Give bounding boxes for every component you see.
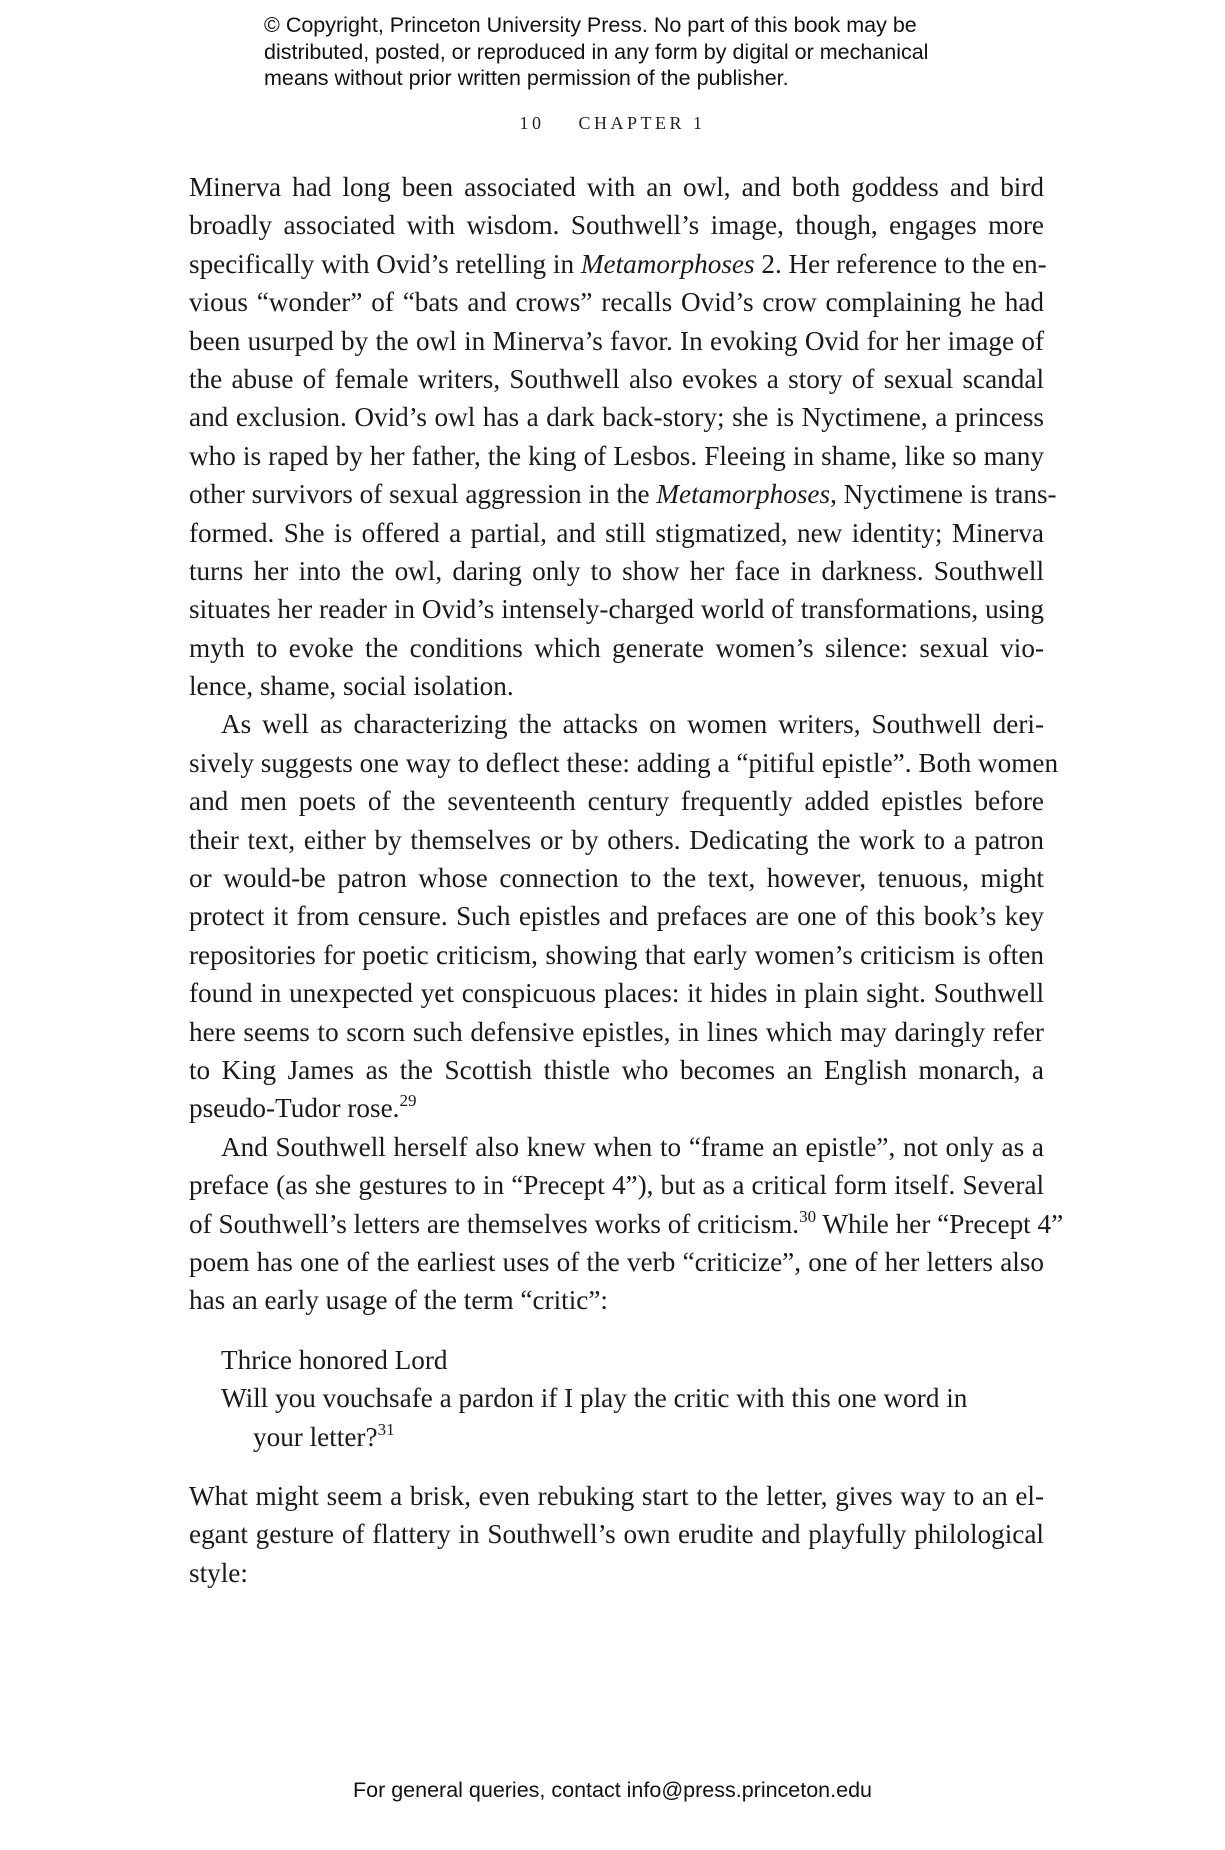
- body-text: [189, 168, 1064, 1592]
- text-line: or would-be patron whose connection to the text, however, tenuous, might: [189, 863, 1044, 894]
- text-line: and exclusion. Ovid’s owl has a dark back-story; she is Nyctimene, a princess: [189, 402, 1044, 433]
- text-line: poem has one of the earliest uses of the verb “criticize”, one of her letters also: [189, 1246, 1044, 1277]
- text-line: turns her into the owl, daring only to show her face in darkness. Southwell: [189, 555, 1044, 586]
- text-line: specifically with Ovid’s retelling in Metamorphoses 2. Her reference to the en-: [189, 248, 1047, 279]
- text-line: sively suggests one way to deflect these: adding a “pitiful epistle”. Both women: [189, 747, 1059, 778]
- copyright-line: distributed, posted, or reproduced in any form by digital or mechanical: [264, 39, 929, 64]
- copyright-line: means without prior written permission of the publisher.: [264, 66, 789, 90]
- text-line: preface (as she gestures to in “Precept 4”), but as a critical form itself. Several: [189, 1170, 1044, 1201]
- text-line: who is raped by her father, the king of Lesbos. Fleeing in shame, like so many: [189, 440, 1044, 471]
- text-line: What might seem a brisk, even rebuking start to the letter, gives way to an el-: [189, 1480, 1044, 1511]
- running-head: [0, 113, 1225, 134]
- text-line: vious “wonder” of “bats and crows” recalls Ovid’s crow complaining he had: [189, 287, 1044, 318]
- block-quote: [189, 1341, 1044, 1456]
- paragraph: [189, 1477, 1044, 1592]
- text-line: protect it from censure. Such epistles and prefaces are one of this book’s key: [189, 901, 1044, 932]
- text-line: myth to evoke the conditions which generate women’s silence: sexual vio-: [189, 632, 1044, 663]
- text-line: Minerva had long been associated with an owl, and both goddess and bird: [189, 172, 1044, 202]
- quote-line: Will you vouchsafe a pardon if I play the critic with this one word in: [221, 1383, 968, 1414]
- text-line: to King James as the Scottish thistle who becomes an English monarch, a: [189, 1054, 1044, 1085]
- text-line: the abuse of female writers, Southwell also evokes a story of sexual scandal: [189, 363, 1044, 394]
- text-line: egant gesture of flattery in Southwell’s own erudite and playfully philological: [189, 1519, 1044, 1550]
- text-line: As well as characterizing the attacks on women writers, Southwell deri-: [221, 709, 1044, 740]
- footnote-marker[interactable]: 29: [399, 1091, 417, 1111]
- text-line: their text, either by themselves or by others. Dedicating the work to a patron: [189, 824, 1044, 855]
- text-line: here seems to scorn such defensive epistles, in lines which may daringly refer: [189, 1016, 1044, 1047]
- text-line: situates her reader in Ovid’s intensely-charged world of transformations, using: [189, 594, 1044, 625]
- quote-line: Thrice honored Lord: [221, 1344, 448, 1375]
- paragraph: [189, 168, 1057, 705]
- chapter-title: CHAPTER 1: [578, 113, 706, 133]
- page-number: 10: [519, 113, 545, 133]
- book-title: Metamorphoses: [656, 479, 831, 510]
- book-title: Metamorphoses: [580, 248, 755, 279]
- text-line: and men poets of the seventeenth century frequently added epistles before: [189, 786, 1044, 817]
- text-line: formed. She is offered a partial, and still stigmatized, new identity; Minerva: [189, 517, 1044, 548]
- text-line: style:: [189, 1557, 248, 1588]
- text-line: been usurped by the owl in Minerva’s favor. In evoking Ovid for her image of: [189, 325, 1044, 356]
- footnote-marker[interactable]: 30: [799, 1206, 817, 1226]
- text-line: And Southwell herself also knew when to “frame an epistle”, not only as a: [221, 1131, 1044, 1162]
- footer-contact: For general queries, contact info@press.princeton.edu: [352, 1778, 872, 1802]
- quote-line: your letter?$^{31}$: [253, 1419, 395, 1452]
- text-line: pseudo-Tudor rose.$^{29}$: [189, 1091, 417, 1124]
- paragraph: [189, 705, 1059, 1127]
- text-line: found in unexpected yet conspicuous places: it hides in plain sight. Southwell: [189, 978, 1044, 1009]
- footnote-marker[interactable]: 31: [377, 1419, 395, 1439]
- text-line: repositories for poetic criticism, showing that early women’s criticism is often: [189, 939, 1044, 970]
- copyright-notice: [264, 12, 1024, 92]
- paragraph: [189, 1128, 1064, 1320]
- text-line: of Southwell’s letters are themselves works of criticism.$^{30}$ While her “Precept 4”: [189, 1206, 1064, 1239]
- text-line: lence, shame, social isolation.: [189, 671, 514, 702]
- text-line: broadly associated with wisdom. Southwell’s image, though, engages more: [189, 210, 1044, 241]
- text-line: other survivors of sexual aggression in the Metamorphoses, Nyctimene is trans-: [189, 479, 1057, 510]
- copyright-line: © Copyright, Princeton University Press. No part of this book may be: [264, 13, 917, 37]
- text-line: has an early usage of the term “critic”:: [189, 1285, 608, 1316]
